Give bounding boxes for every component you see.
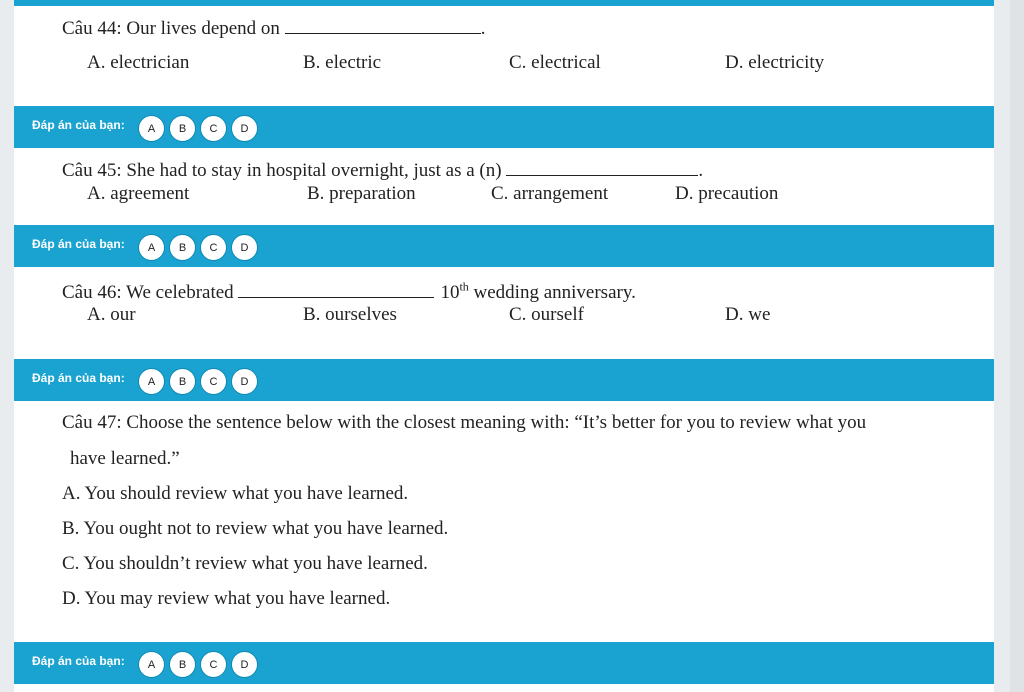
answer-label: Đáp án của bạn: [32,118,125,132]
choice-d-button[interactable]: D [231,234,258,261]
choice-b-button[interactable]: B [169,368,196,395]
choice-c-button[interactable]: C [200,234,227,261]
answer-choices [138,651,258,678]
question-45-blank [506,161,698,176]
answer-label: Đáp án của bạn: [32,654,125,668]
answer-label: Đáp án của bạn: [32,371,125,385]
question-46-ordinal: 10 [440,282,460,303]
question-46-text: Câu 46: We celebrated [62,282,239,303]
choice-b-button[interactable]: B [169,651,196,678]
question-46-option-b: B. ourselves [303,304,397,325]
question-44-option-c: C. electrical [509,52,601,73]
answer-choices [138,368,258,395]
answer-bar-44 [14,106,994,148]
question-45 [14,158,994,218]
question-46-option-a: A. our [87,304,136,325]
question-44-option-d: D. electricity [725,52,825,73]
choice-c-button[interactable]: C [200,651,227,678]
question-46-end: wedding anniversary. [468,282,636,303]
choice-a-button[interactable]: A [138,234,165,261]
question-45-option-d: D. precaution [675,183,779,204]
choice-c-button[interactable]: C [200,115,227,142]
question-47-option-c: C. You shouldn’t review what you have learned. [62,553,428,574]
choice-d-button[interactable]: D [231,115,258,142]
choice-a-button[interactable]: A [138,368,165,395]
answer-choices [138,234,258,261]
choice-d-button[interactable]: D [231,368,258,395]
choice-d-button[interactable]: D [231,651,258,678]
question-47 [14,412,994,632]
question-46-option-d: D. we [725,304,771,325]
question-45-option-b: B. preparation [307,183,416,204]
question-46-blank [238,283,434,298]
question-44-option-b: B. electric [303,52,382,73]
scrollbar-track[interactable] [1010,0,1024,692]
question-45-end: . [698,160,704,181]
question-46-option-c: C. ourself [509,304,584,325]
choice-a-button[interactable]: A [138,651,165,678]
question-46-ordinal-sup: th [459,279,469,294]
question-45-option-c: C. arrangement [491,183,609,204]
question-44-option-a: A. electrician [87,52,190,73]
question-44 [14,16,994,86]
question-46 [14,280,994,350]
choice-c-button[interactable]: C [200,368,227,395]
choice-b-button[interactable]: B [169,115,196,142]
question-47-line-2: have learned.” [70,448,180,469]
question-45-stem [62,160,703,182]
answer-label: Đáp án của bạn: [32,237,125,251]
question-44-end: . [480,18,486,39]
question-47-option-b: B. You ought not to review what you have learned. [62,518,449,539]
choice-a-button[interactable]: A [138,115,165,142]
question-47-line-1: Câu 47: Choose the sentence below with the closest meaning with: “It’s better for you to review what you [62,412,867,433]
top-accent-line [14,0,994,6]
question-45-text: Câu 45: She had to stay in hospital overnight, just as a (n) [62,160,507,181]
question-47-option-a: A. You should review what you have learned. [62,483,409,504]
question-44-stem [62,18,485,40]
question-46-stem [62,279,636,304]
answer-bar-47 [14,642,994,684]
question-45-option-a: A. agreement [87,183,190,204]
choice-b-button[interactable]: B [169,234,196,261]
question-44-blank [285,19,481,34]
answer-choices [138,115,258,142]
question-47-option-d: D. You may review what you have learned. [62,588,391,609]
answer-bar-46 [14,359,994,401]
question-44-text: Câu 44: Our lives depend on [62,18,285,39]
answer-bar-45 [14,225,994,267]
